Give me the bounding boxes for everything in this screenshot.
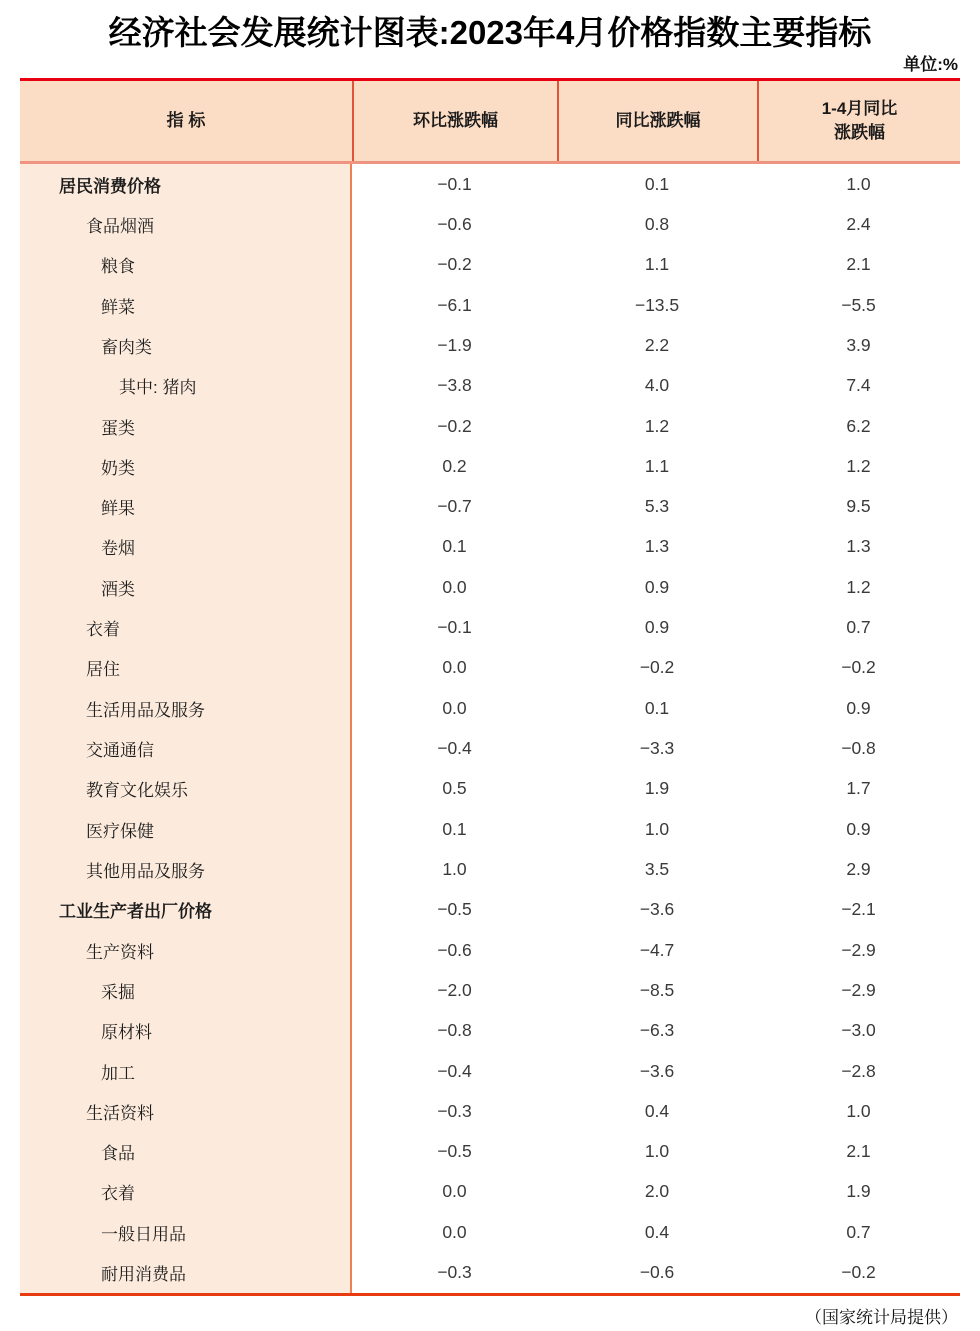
value-cell: −0.2 [841, 657, 876, 678]
indicator-label: 原材料 [20, 1011, 352, 1051]
value-cell: 1.0 [644, 1141, 670, 1162]
value-cell: −8.5 [639, 979, 675, 1000]
indicator-label: 工业生产者出厂价格 [20, 890, 352, 930]
value-cell: −2.8 [841, 1060, 876, 1081]
value-cell: −2.0 [437, 979, 472, 1000]
table-row [20, 366, 960, 406]
value-cell: −13.5 [634, 294, 680, 315]
table-row [20, 446, 960, 486]
price-index-table [20, 78, 960, 1296]
indicator-label: 食品 [20, 1132, 352, 1172]
value-cell: −2.9 [841, 979, 876, 1000]
indicator-label: 生产资料 [20, 930, 352, 970]
table-row [20, 487, 960, 527]
indicator-label: 鲜菜 [20, 285, 352, 325]
table-row [20, 1051, 960, 1091]
header-indicator: 指 标 [166, 111, 206, 131]
table-row [20, 769, 960, 809]
value-cell: −2.1 [841, 899, 876, 920]
table-row [20, 890, 960, 930]
value-cell: 0.9 [846, 818, 871, 839]
value-cell: −0.7 [437, 496, 472, 517]
value-cell: 0.0 [442, 1181, 467, 1202]
indicator-label: 其中: 猪肉 [20, 366, 352, 406]
value-cell: 1.3 [846, 536, 871, 557]
table-row [20, 809, 960, 849]
value-cell: −0.8 [437, 1020, 472, 1041]
value-cell: −4.7 [639, 939, 675, 960]
table-row [20, 204, 960, 244]
value-cell: −0.2 [437, 415, 472, 436]
value-cell: 1.9 [846, 1181, 871, 1202]
value-cell: 2.1 [846, 1141, 871, 1162]
header-cumulative-line1: 1-4月同比 [821, 99, 898, 119]
value-cell: 0.9 [644, 617, 670, 638]
value-cell: 1.0 [846, 1100, 871, 1121]
table-row [20, 406, 960, 446]
value-cell: −0.6 [437, 939, 472, 960]
value-cell: 0.9 [644, 576, 670, 597]
value-cell: 7.4 [846, 375, 871, 396]
value-cell: 0.4 [644, 1221, 670, 1242]
value-cell: 1.0 [644, 818, 670, 839]
value-cell: 1.2 [644, 415, 670, 436]
value-cell: 0.8 [644, 213, 670, 234]
indicator-label: 衣着 [20, 1172, 352, 1212]
value-cell: 0.0 [442, 657, 467, 678]
value-cell: 0.4 [644, 1100, 670, 1121]
value-cell: 0.1 [442, 818, 467, 839]
indicator-label: 畜肉类 [20, 325, 352, 365]
indicator-label: 耐用消费品 [20, 1252, 352, 1292]
header-cumulative-change [757, 81, 960, 161]
value-cell: 1.2 [846, 576, 871, 597]
value-cell: −5.5 [841, 294, 876, 315]
table-row [20, 970, 960, 1010]
value-cell: −0.6 [437, 213, 472, 234]
value-cell: −0.5 [437, 1141, 472, 1162]
table-row [20, 1091, 960, 1131]
page-title: 经济社会发展统计图表:2023年4月价格指数主要指标 [108, 14, 872, 51]
indicator-label: 生活资料 [20, 1091, 352, 1131]
indicator-label: 衣着 [20, 607, 352, 647]
value-cell: 5.3 [644, 496, 670, 517]
indicator-label: 奶类 [20, 446, 352, 486]
value-cell: −6.1 [437, 294, 472, 315]
table-row [20, 1172, 960, 1212]
value-cell: 0.1 [644, 697, 670, 718]
value-cell: −0.5 [437, 899, 472, 920]
value-cell: −0.1 [437, 617, 472, 638]
table-row [20, 285, 960, 325]
indicator-label: 交通通信 [20, 728, 352, 768]
value-cell: 1.0 [442, 858, 467, 879]
value-cell: 1.3 [644, 536, 670, 557]
value-cell: 0.7 [846, 617, 871, 638]
table-row [20, 527, 960, 567]
value-cell: 6.2 [846, 415, 871, 436]
table-row [20, 607, 960, 647]
indicator-label: 粮食 [20, 245, 352, 285]
value-cell: −0.2 [437, 254, 472, 275]
table-row [20, 567, 960, 607]
value-cell: 3.5 [644, 858, 670, 879]
unit-label: 单位:% [903, 55, 958, 74]
value-cell: 0.0 [442, 697, 467, 718]
value-cell: 2.0 [644, 1181, 670, 1202]
value-cell: −1.9 [437, 334, 472, 355]
indicator-label: 居住 [20, 648, 352, 688]
value-cell: −0.2 [841, 1262, 876, 1283]
indicator-label: 医疗保健 [20, 809, 352, 849]
value-cell: 1.7 [846, 778, 871, 799]
value-cell: 3.9 [846, 334, 871, 355]
table-row [20, 930, 960, 970]
table-row [20, 1252, 960, 1292]
indicator-label: 居民消费价格 [20, 164, 352, 204]
value-cell: −0.1 [437, 173, 472, 194]
value-cell: 0.9 [846, 697, 871, 718]
value-cell: −6.3 [639, 1020, 675, 1041]
value-cell: −3.0 [841, 1020, 876, 1041]
table-row [20, 325, 960, 365]
value-cell: 1.1 [644, 254, 670, 275]
indicator-label: 加工 [20, 1051, 352, 1091]
indicator-label: 教育文化娱乐 [20, 769, 352, 809]
table-row [20, 245, 960, 285]
value-cell: 0.7 [846, 1221, 871, 1242]
table-row [20, 1212, 960, 1252]
value-cell: 1.2 [846, 455, 871, 476]
value-cell: −0.4 [437, 1060, 472, 1081]
value-cell: 0.0 [442, 1221, 467, 1242]
value-cell: 0.5 [442, 778, 467, 799]
value-cell: −3.8 [437, 375, 472, 396]
table-row [20, 648, 960, 688]
value-cell: 2.2 [644, 334, 670, 355]
value-cell: −2.9 [841, 939, 876, 960]
value-cell: −0.4 [437, 738, 472, 759]
indicator-label: 一般日用品 [20, 1212, 352, 1252]
indicator-label: 采掘 [20, 970, 352, 1010]
header-yoy-change: 同比涨跌幅 [557, 81, 757, 161]
value-cell: −3.3 [639, 738, 675, 759]
value-cell: 0.1 [644, 173, 670, 194]
indicator-label: 鲜果 [20, 487, 352, 527]
value-cell: 2.1 [846, 254, 871, 275]
table-row [20, 1132, 960, 1172]
value-cell: −0.3 [437, 1262, 472, 1283]
value-cell: 1.1 [644, 455, 670, 476]
value-cell: −0.3 [437, 1100, 472, 1121]
table-header-row [20, 81, 960, 164]
indicator-label: 生活用品及服务 [20, 688, 352, 728]
value-cell: 1.0 [846, 173, 871, 194]
table-row [20, 849, 960, 889]
value-cell: −0.8 [841, 738, 876, 759]
indicator-label: 酒类 [20, 567, 352, 607]
value-cell: −3.6 [639, 1060, 675, 1081]
value-cell: −0.2 [639, 657, 675, 678]
value-cell: 1.9 [644, 778, 670, 799]
table-row [20, 688, 960, 728]
value-cell: 0.1 [442, 536, 467, 557]
value-cell: 4.0 [644, 375, 670, 396]
value-cell: −0.6 [639, 1262, 675, 1283]
indicator-label: 其他用品及服务 [20, 849, 352, 889]
value-cell: 0.0 [442, 576, 467, 597]
value-cell: 9.5 [846, 496, 871, 517]
header-mom-change: 环比涨跌幅 [352, 81, 557, 161]
source-note: （国家统计局提供） [805, 1307, 958, 1327]
table-body [20, 164, 960, 1293]
table-row [20, 728, 960, 768]
value-cell: −3.6 [639, 899, 675, 920]
header-cumulative-line2: 涨跌幅 [834, 123, 885, 142]
indicator-label: 蛋类 [20, 406, 352, 446]
table-row [20, 164, 960, 204]
indicator-label: 卷烟 [20, 527, 352, 567]
table-row [20, 1011, 960, 1051]
table-bottom-rule [20, 1293, 960, 1296]
value-cell: 2.9 [846, 858, 871, 879]
indicator-label: 食品烟酒 [20, 204, 352, 244]
value-cell: 0.2 [442, 455, 467, 476]
value-cell: 2.4 [846, 213, 871, 234]
